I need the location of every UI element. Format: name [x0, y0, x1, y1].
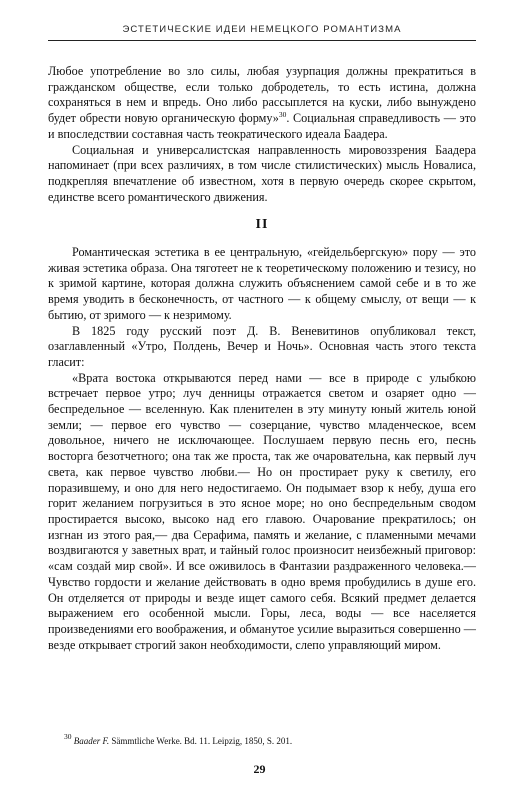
page-number: 29: [253, 762, 266, 776]
paragraph-3: Романтическая эстетика в ее центральную, «гейдельбергскую» пору — это живая эстетика образа. Она тяготеет не к теоретическому положению и тезису, но к зримой картине, которая должна служить объяснением самой себе и в то же время уводить в бесконечность, от частного — к общему смыслу, от вещи — к бытию, от зримого — к незримому.: [48, 245, 476, 322]
page-body: [48, 64, 476, 653]
footnote-number: 30: [64, 732, 72, 741]
quotation-paragraph: «Врата востока открываются перед нами — все в природе с улыбкою встречает первое утро; луч денницы отражается светом и озаряет одно — беспредельное — вселенную. Как пленителен в эту минуту юный житель юной земли; — первое его чувство — созерцание, чувство младенческое, всем довольное, ничего не исключающее. Послушаем первую песнь его, песнь восторга безотчетного; она так же проста, так же очаровательна, как первый луч света, как первое чувство любви.— Но он простирает руку к светилу, его поразившему, и оно для него недостигаемо. Он подымает взор к небу, душа его горит желанием погрузиться в это ясное море; но оно беспредельным сводом простирается высоко, высоко над его главою. Очарование прекратилось; он изгнан из этого рая,— два Серафима, память и желание, с пламенными мечами воздвигаются у заветных врат, и тайный голос произносит неизбежный приговор: «сам создай мир свой». И все оживилось в Фантазии раздраженного человека.— Чувство гордости и желание действовать в одно время пробудились в душе его. Он отделяется от природы и везде ищет самого себя. Всякий предмет делается выражением его особенной мысли. Горы, леса, воды — все населяется произведениями его воображения, и обманутое усилие выразиться совершенно — везде открывает строгий закон необходимости, слепо управляющий миром.: [48, 370, 476, 652]
paragraph-2: Социальная и универсалистская направленность мировоззрения Баадера напоминает (при всех различиях, в том числе стилистических) мысль Новалиса, подкрепляя впечатление об известном, хотя в первую очередь скорее скрытом, единстве всего романтического движения.: [48, 142, 476, 204]
footnote: [64, 732, 476, 746]
paragraph-1: [48, 64, 476, 143]
footnote-ref-30: 30: [278, 110, 287, 120]
footnote-text: Sämmtliche Werke. Bd. 11. Leipzig, 1850, S. 201.: [111, 736, 293, 746]
section-number: II: [255, 217, 269, 233]
paragraph-4: В 1825 году русский поэт Д. В. Веневитинов опубликовал текст, озаглавленный «Утро, Полдень, Вечер и Ночь». Основная часть этого текста гласит:: [48, 323, 476, 369]
running-header: ЭСТЕТИЧЕСКИЕ ИДЕИ НЕМЕЦКОГО РОМАНТИЗМА: [122, 24, 402, 35]
paragraph-1-text: Любое употребление во зло силы, любая узурпация должны прекратиться в гражданском обществе, если только добродетель, то есть истина, должна сохраняться в нем и впредь. Оно либо рассыплется на куски, либо вынуждено будет обрести новую органическую форму»: [48, 64, 476, 126]
footnote-author: Baader F.: [73, 736, 110, 746]
header-rule: [48, 40, 476, 41]
paragraph-1-text-after: . Социальная справедливость — это и впоследствии составная часть теократического идеала Баадера.: [48, 111, 476, 141]
